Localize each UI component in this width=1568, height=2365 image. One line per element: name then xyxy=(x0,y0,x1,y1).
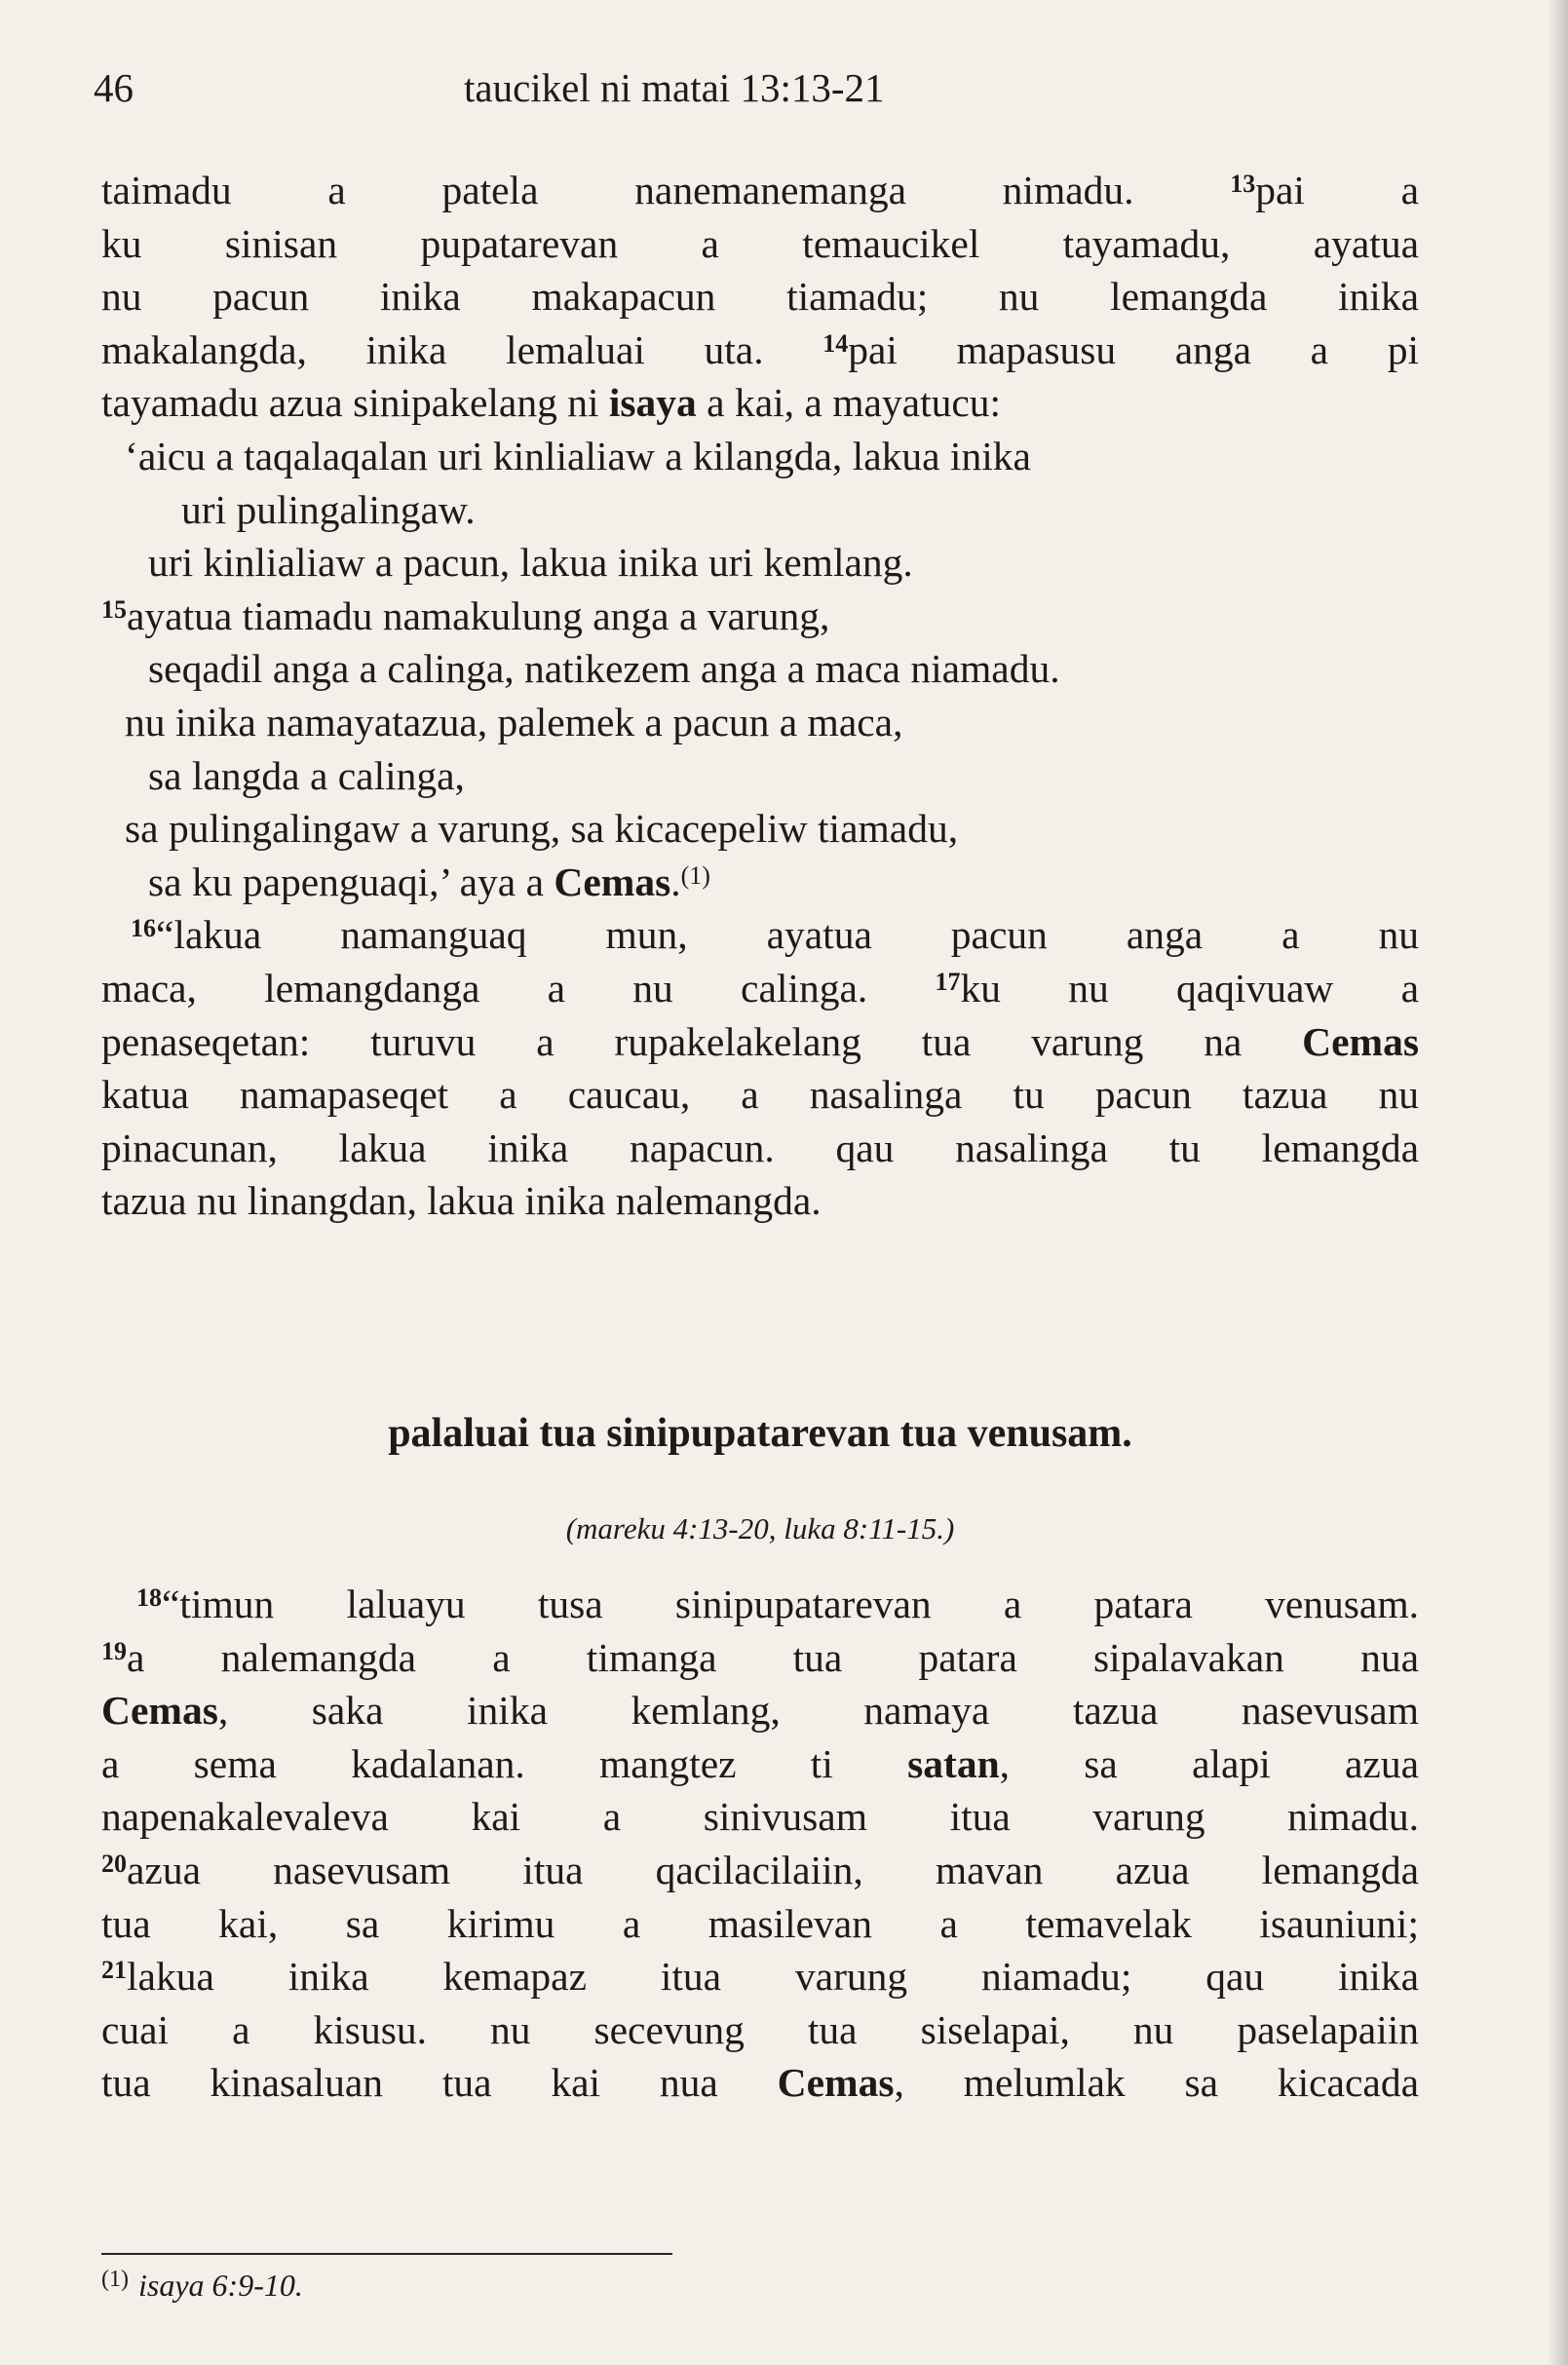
poetry-line: seqadil anga a calinga, natikezem anga a maca niamadu. xyxy=(148,646,1060,692)
poetry-line: $^{15}$ayatua tiamadu namakulung anga a varung, xyxy=(101,592,830,638)
text-line: $^{19}$a nalemangda a timanga tua patara sipalavakan nua xyxy=(101,1634,1419,1680)
bold-name: isaya xyxy=(608,380,697,426)
text-line: taimadu a patela nanemanemanga nimadu. $^{13}$pai a xyxy=(101,168,1419,212)
footnote-reference: (1) xyxy=(680,860,710,890)
verse-number: 13 xyxy=(1230,170,1256,198)
running-head: taucikel ni matai 13:13-21 xyxy=(464,65,885,110)
body-text-lower xyxy=(101,1578,1419,2110)
verse-number: 17 xyxy=(935,967,961,996)
verse-number: 21 xyxy=(101,1956,127,1985)
bold-name: Cemas xyxy=(777,2060,895,2106)
poetry-line: sa pulingalingaw a varung, sa kicacepeliw tiamadu, xyxy=(125,806,959,852)
verse-number: 14 xyxy=(822,328,849,358)
poetry-line: uri pulingalingaw. xyxy=(181,486,476,532)
verse-number: 16 xyxy=(131,914,156,943)
verse-number: 19 xyxy=(101,1636,127,1665)
text-line: tazua nu linangdan, lakua inika nalemangda. xyxy=(101,1178,822,1224)
section-reference: (mareku 4:13-20, luka 8:11-15.) xyxy=(565,1511,955,1545)
text-line: nu pacun inika makapacun tiamadu; nu lemangda inika xyxy=(101,274,1419,320)
text-line: makalangda, inika lemaluai uta. $^{14}$pai mapasusu anga a pi xyxy=(101,326,1419,372)
page-edge-shadow xyxy=(1547,0,1568,2365)
footnote-text: isaya 6:9-10. xyxy=(137,2268,303,2303)
verse-number: 20 xyxy=(101,1849,127,1878)
text-line: $^{16}$“lakua namanguaq mun, ayatua pacun anga a nu xyxy=(131,912,1419,958)
text-line: pinacunan, lakua inika napacun. qau nasalinga tu lemangda xyxy=(101,1125,1419,1170)
page-header xyxy=(94,64,1419,115)
text-line: $^{21}$lakua inika kemapaz itua varung niamadu; qau inika xyxy=(101,1954,1419,2000)
text-line: ku sinisan pupatarevan a temaucikel tayamadu, ayatua xyxy=(101,220,1419,266)
text-line: $^{18}$“timun laluayu tusa sinipupatarevan a patara venusam. xyxy=(136,1582,1419,1626)
verse-number: 18 xyxy=(136,1583,162,1612)
body-text-upper xyxy=(101,164,1419,1228)
section-heading: palaluai tua sinipupatarevan tua venusam. xyxy=(388,1411,1132,1456)
bold-name: Cemas xyxy=(101,1688,218,1734)
verse-number: 15 xyxy=(101,594,127,624)
text-line: napenakalevaleva kai a sinivusam itua varung nimadu. xyxy=(101,1794,1419,1840)
text-line: a sema kadalanan. mangtez ti satan, sa alapi azua xyxy=(101,1740,1419,1786)
footnote xyxy=(101,2267,303,2304)
text-line: cuai a kisusu. nu secevung tua siselapai, nu paselapaiin xyxy=(101,2006,1419,2052)
poetry-line: nu inika namayatazua, palemek a pacun a maca, xyxy=(125,699,903,744)
page-number: 46 xyxy=(94,65,134,110)
poetry-line: uri kinlialiaw a pacun, lakua inika uri kemlang. xyxy=(148,540,913,586)
bold-name: Cemas xyxy=(1302,1018,1419,1064)
text-line: maca, lemangdanga a nu calinga. $^{17}$ku nu qaqivuaw a xyxy=(101,965,1419,1011)
poetry-line: sa ku papenguaqi,’ aya a Cemas.$^{(1)}$ xyxy=(148,858,710,904)
poetry-line: sa langda a calinga, xyxy=(148,752,465,798)
poetry-line: ‘aicu a taqalaqalan uri kinlialiaw a kilangda, lakua inika xyxy=(125,433,1031,478)
footnote-marker: (1) xyxy=(101,2267,129,2292)
bold-name: satan xyxy=(907,1740,1000,1786)
text-line: penaseqetan: turuvu a rupakelakelang tua varung na Cemas xyxy=(101,1018,1419,1064)
text-line: tayamadu azua sinipakelang ni isaya a kai, a mayatucu: xyxy=(101,380,1002,426)
text-line: tua kinasaluan tua kai nua Cemas, melumlak sa kicacada xyxy=(101,2060,1419,2106)
text-line: $^{20}$azua nasevusam itua qacilacilaiin, mavan azua lemangda xyxy=(101,1847,1419,1892)
bold-name: Cemas xyxy=(554,858,671,904)
text-line: tua kai, sa kirimu a masilevan a temavelak isauniuni; xyxy=(101,1900,1419,1946)
text-line: Cemas, saka inika kemlang, namaya tazua nasevusam xyxy=(101,1688,1419,1734)
footnote-divider xyxy=(101,2253,672,2255)
text-line: katua namapaseqet a caucau, a nasalinga tu pacun tazua nu xyxy=(101,1072,1419,1118)
